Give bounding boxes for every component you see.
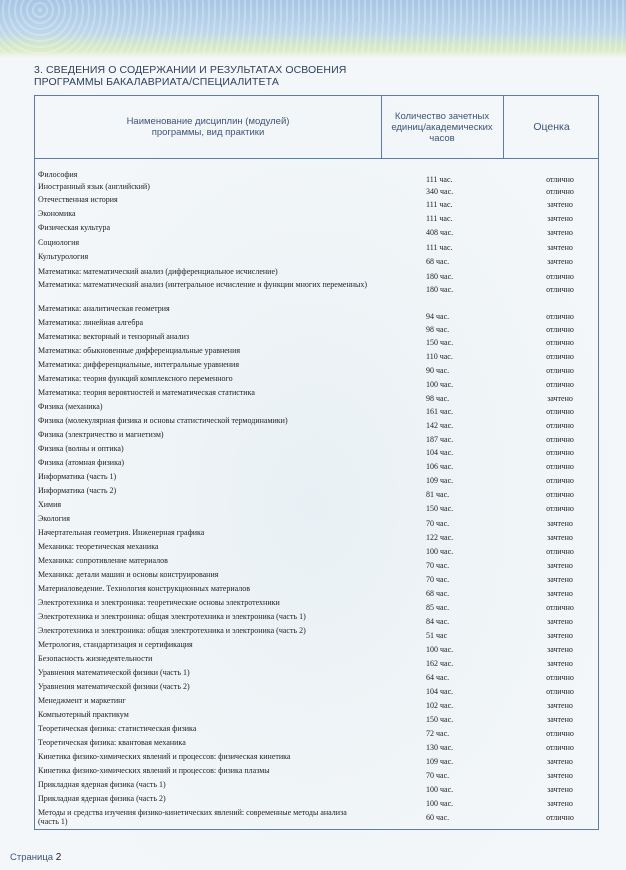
discipline-hours: 70 час. <box>426 771 450 780</box>
discipline-name: Физическая культура <box>38 223 111 232</box>
discipline-hours: 72 час. <box>426 729 450 738</box>
column-header-name: Наименование дисциплин (модулей) программы, вид практики <box>126 116 290 138</box>
section-title-line2: ПРОГРАММЫ БАКАЛАВРИАТА/СПЕЦИАЛИТЕТА <box>34 76 279 88</box>
discipline-hours: 90 час. <box>426 366 450 375</box>
discipline-hours: 180 час. <box>426 285 454 294</box>
discipline-grade: отлично <box>546 603 574 612</box>
discipline-grade: зачтено <box>547 701 573 710</box>
discipline-grade: зачтено <box>547 589 573 598</box>
discipline-name: Материаловедение. Технология конструкционных материалов <box>38 584 251 593</box>
discipline-name: Электротехника и электроника: общая электротехника и электроника (часть 2) <box>38 626 306 635</box>
discipline-name: Уравнения математической физики (часть 1) <box>38 668 190 677</box>
discipline-name: Иностранный язык (английский) <box>38 182 150 191</box>
discipline-grade: зачтено <box>547 757 573 766</box>
discipline-grade: зачтено <box>547 799 573 808</box>
discipline-name: Теоретическая физика: статистическая физика <box>38 724 197 733</box>
discipline-grade: отлично <box>546 547 574 556</box>
discipline-grade: зачтено <box>547 617 573 626</box>
discipline-grade: отлично <box>546 325 574 334</box>
discipline-grade: зачтено <box>547 631 573 640</box>
header-divider <box>35 158 598 159</box>
discipline-name: Математика: теория функций комплексного переменного <box>38 374 233 383</box>
discipline-grade: отлично <box>546 421 574 430</box>
discipline-hours: 150 час. <box>426 715 454 724</box>
discipline-grade: зачтено <box>547 561 573 570</box>
discipline-grade: зачтено <box>547 785 573 794</box>
discipline-name: Физика (молекулярная физика и основы статистической термодинамики) <box>38 416 288 425</box>
discipline-grade: отлично <box>546 407 574 416</box>
discipline-grade: отлично <box>546 187 574 196</box>
discipline-name: Математика: математический анализ (интегральное исчисление и функции многих переменных) <box>38 280 368 289</box>
discipline-name: Информатика (часть 1) <box>38 472 117 481</box>
discipline-grade: отлично <box>546 462 574 471</box>
discipline-name: Физика (атомная физика) <box>38 458 125 467</box>
discipline-name: Химия <box>38 500 62 509</box>
discipline-hours: 109 час. <box>426 757 454 766</box>
discipline-grade: отлично <box>546 175 574 184</box>
discipline-name: Физика (механика) <box>38 402 103 411</box>
discipline-name: Культурология <box>38 252 89 261</box>
discipline-hours: 100 час. <box>426 785 454 794</box>
discipline-name: Уравнения математической физики (часть 2) <box>38 682 190 691</box>
discipline-grade: зачтено <box>547 715 573 724</box>
discipline-grade: отлично <box>546 813 574 822</box>
discipline-hours: 98 час. <box>426 394 450 403</box>
section-title-line1: 3. СВЕДЕНИЯ О СОДЕРЖАНИИ И РЕЗУЛЬТАТАХ ОСВОЕНИЯ <box>34 64 347 76</box>
discipline-hours: 340 час. <box>426 187 454 196</box>
discipline-hours: 408 час. <box>426 228 454 237</box>
discipline-hours: 130 час. <box>426 743 454 752</box>
discipline-name: Кинетика физико-химических явлений и процессов: физическая кинетика <box>38 752 291 761</box>
discipline-hours: 81 час. <box>426 490 450 499</box>
page-number: 2 <box>55 852 62 863</box>
discipline-grade: отлично <box>546 687 574 696</box>
discipline-grade: отлично <box>546 312 574 321</box>
discipline-name: Философия <box>38 170 78 179</box>
discipline-hours: 51 час <box>426 631 448 640</box>
discipline-grade: зачтено <box>547 394 573 403</box>
discipline-name: Прикладная ядерная физика (часть 2) <box>38 794 166 803</box>
column-header-grade: Оценка <box>533 120 570 133</box>
discipline-grade: отлично <box>546 352 574 361</box>
discipline-hours: 100 час. <box>426 380 454 389</box>
discipline-hours: 110 час. <box>426 352 453 361</box>
discipline-grade: отлично <box>546 272 574 281</box>
column-header-hours: Количество зачетных единиц/академических часов <box>391 110 493 144</box>
discipline-grade: отлично <box>546 285 574 294</box>
discipline-hours: 111 час. <box>426 214 453 223</box>
discipline-hours: 187 час. <box>426 435 454 444</box>
discipline-hours: 70 час. <box>426 561 450 570</box>
discipline-hours: 64 час. <box>426 673 450 682</box>
discipline-hours: 84 час. <box>426 617 450 626</box>
page-footer <box>10 852 61 863</box>
discipline-hours: 109 час. <box>426 476 454 485</box>
discipline-hours: 106 час. <box>426 462 454 471</box>
discipline-hours: 104 час. <box>426 448 454 457</box>
discipline-name: Физика (электричество и магнетизм) <box>38 430 164 439</box>
discipline-hours: 142 час. <box>426 421 454 430</box>
discipline-name: Механика: детали машин и основы конструирования <box>38 570 219 579</box>
discipline-grade: отлично <box>546 729 574 738</box>
discipline-name: Теоретическая физика: квантовая механика <box>38 738 186 747</box>
discipline-grade: зачтено <box>547 243 573 252</box>
section-title <box>34 64 594 88</box>
discipline-hours: 85 час. <box>426 603 450 612</box>
discipline-grade: зачтено <box>547 200 573 209</box>
discipline-grade: зачтено <box>547 519 573 528</box>
discipline-grade: отлично <box>546 673 574 682</box>
discipline-hours: 104 час. <box>426 687 454 696</box>
discipline-grade: отлично <box>546 380 574 389</box>
discipline-name: Кинетика физико-химических явлений и процессов: физика плазмы <box>38 766 270 775</box>
discipline-hours: 94 час. <box>426 312 450 321</box>
discipline-grade: зачтено <box>547 533 573 542</box>
discipline-hours: 180 час. <box>426 272 454 281</box>
discipline-grade: отлично <box>546 504 574 513</box>
discipline-grade: зачтено <box>547 228 573 237</box>
discipline-grade: зачтено <box>547 257 573 266</box>
discipline-name: Компьютерный практикум <box>38 710 129 719</box>
discipline-grade: отлично <box>546 338 574 347</box>
decorative-header-band <box>0 0 626 58</box>
discipline-grade: отлично <box>546 366 574 375</box>
discipline-hours: 100 час. <box>426 799 454 808</box>
discipline-name: Математика: дифференциальные, интегральные уравнения <box>38 360 240 369</box>
discipline-name: Методы и средства изучения физико-кинетических явлений: современные методы анализа (часть 1) <box>38 808 347 826</box>
discipline-grade: зачтено <box>547 659 573 668</box>
discipline-name: Безопасность жизнедеятельности <box>38 654 153 663</box>
discipline-hours: 68 час. <box>426 589 450 598</box>
discipline-hours: 122 час. <box>426 533 454 542</box>
discipline-name: Математика: векторный и тензорный анализ <box>38 332 190 341</box>
discipline-name: Электротехника и электроника: общая электротехника и электроника (часть 1) <box>38 612 306 621</box>
discipline-grade: отлично <box>546 435 574 444</box>
discipline-grade: зачтено <box>547 214 573 223</box>
discipline-name: Физика (волны и оптика) <box>38 444 124 453</box>
discipline-name: Механика: сопротивление материалов <box>38 556 168 565</box>
discipline-hours: 98 час. <box>426 325 450 334</box>
discipline-hours: 111 час. <box>426 175 453 184</box>
discipline-hours: 100 час. <box>426 547 454 556</box>
discipline-name: Математика: аналитическая геометрия <box>38 304 170 313</box>
discipline-hours: 150 час. <box>426 338 454 347</box>
discipline-hours: 70 час. <box>426 519 450 528</box>
discipline-grade: отлично <box>546 476 574 485</box>
discipline-hours: 111 час. <box>426 200 453 209</box>
discipline-hours: 111 час. <box>426 243 453 252</box>
discipline-hours: 161 час. <box>426 407 454 416</box>
discipline-name: Математика: линейная алгебра <box>38 318 144 327</box>
page-label: Страница <box>10 852 54 863</box>
discipline-hours: 150 час. <box>426 504 454 513</box>
discipline-hours: 68 час. <box>426 257 450 266</box>
discipline-name: Метрология, стандартизация и сертификация <box>38 640 193 649</box>
discipline-grade: зачтено <box>547 771 573 780</box>
discipline-name: Математика: математический анализ (дифференциальное исчисление) <box>38 267 278 276</box>
discipline-name: Экономика <box>38 209 76 218</box>
discipline-hours: 70 час. <box>426 575 450 584</box>
discipline-grade: зачтено <box>547 645 573 654</box>
discipline-hours: 162 час. <box>426 659 454 668</box>
discipline-name: Отечественная история <box>38 195 118 204</box>
discipline-name: Экология <box>38 514 70 523</box>
discipline-name: Математика: теория вероятностей и математическая статистика <box>38 388 255 397</box>
discipline-grade: отлично <box>546 743 574 752</box>
discipline-name: Математика: обыкновенные дифференциальные уравнения <box>38 346 241 355</box>
discipline-name: Менеджмент и маркетинг <box>38 696 126 705</box>
discipline-grade: отлично <box>546 448 574 457</box>
discipline-hours: 102 час. <box>426 701 454 710</box>
discipline-hours: 100 час. <box>426 645 454 654</box>
discipline-name: Информатика (часть 2) <box>38 486 117 495</box>
discipline-hours: 60 час. <box>426 813 450 822</box>
discipline-grade: отлично <box>546 490 574 499</box>
discipline-name: Социология <box>38 238 80 247</box>
discipline-name: Механика: теоретическая механика <box>38 542 159 551</box>
discipline-grade: зачтено <box>547 575 573 584</box>
discipline-name: Электротехника и электроника: теоретические основы электротехники <box>38 598 280 607</box>
discipline-name: Начертательная геометрия. Инженерная графика <box>38 528 205 537</box>
discipline-name: Прикладная ядерная физика (часть 1) <box>38 780 166 789</box>
